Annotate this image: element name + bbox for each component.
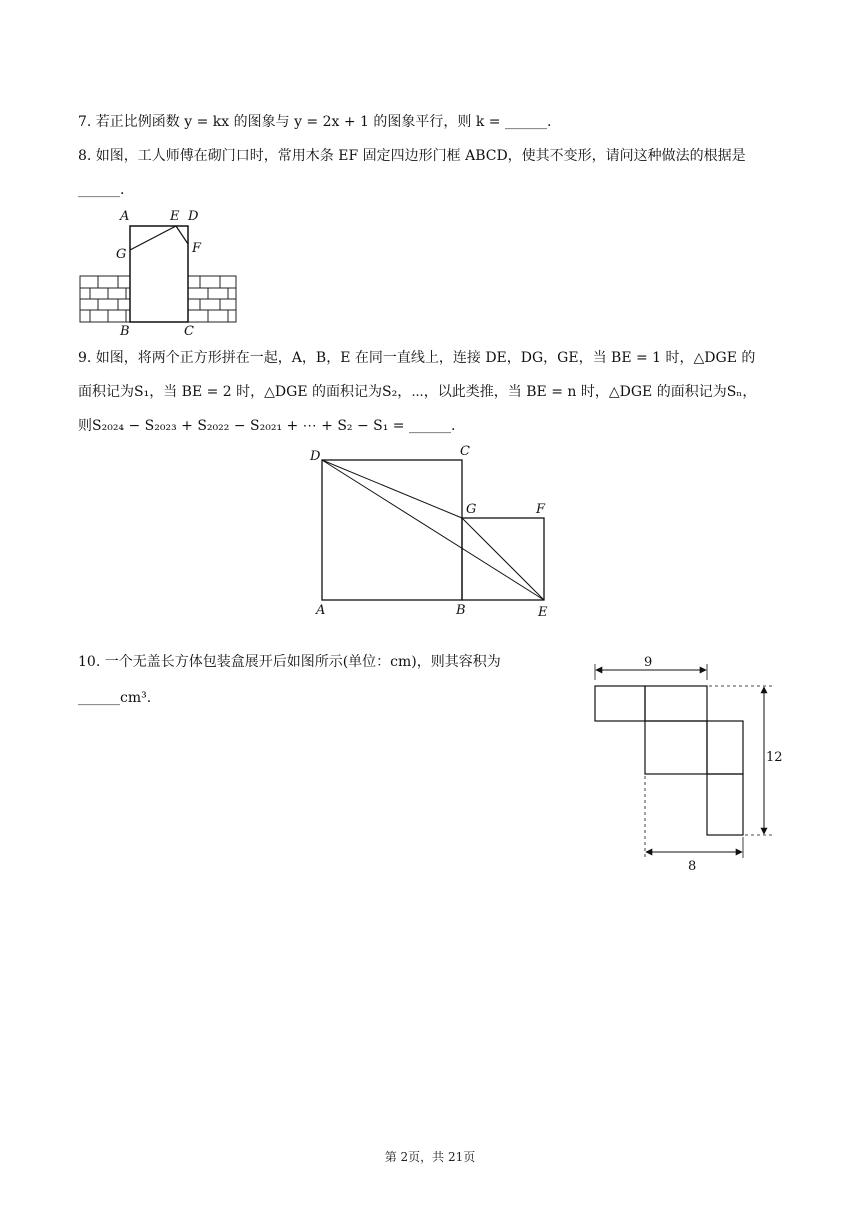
big-square-abcd bbox=[322, 460, 462, 600]
question-7: 7. 若正比例函数 y = kx 的图象与 y = 2x + 1 的图象平行，则 k = ______. bbox=[78, 114, 552, 130]
question-9-line-3: 则S₂₀₂₄ − S₂₀₂₃ + S₂₀₂₂ − S₂₀₂₁ + ⋯ + S₂ − S₁ = ______. bbox=[78, 418, 456, 434]
label-G: G bbox=[466, 502, 477, 517]
segment-dg bbox=[322, 460, 462, 518]
label-D: D bbox=[188, 209, 199, 224]
page-footer: 第 2页，共 21页 bbox=[384, 1150, 476, 1164]
segment-ge bbox=[462, 518, 544, 600]
label-C: C bbox=[460, 444, 470, 459]
brick-wall-right bbox=[188, 276, 236, 322]
question-10-line-1: 10. 一个无盖长方体包装盒展开后如图所示(单位：cm)，则其容积为 bbox=[78, 654, 501, 670]
door-frame-figure bbox=[76, 204, 240, 338]
segment-de bbox=[322, 460, 544, 600]
label-F: F bbox=[536, 502, 546, 517]
label-C: C bbox=[184, 324, 194, 338]
label-A: A bbox=[120, 209, 130, 224]
question-10-line-2: ______cm³. bbox=[78, 690, 152, 706]
question-9-line-1: 9. 如图，将两个正方形拼在一起，A，B，E 在同一直线上，连接 DE，DG，GE，当 BE = 1 时，△DGE 的 bbox=[78, 350, 756, 366]
question-8-line-2: ______. bbox=[78, 182, 125, 198]
label-B: B bbox=[456, 603, 466, 618]
label-F: F bbox=[192, 241, 202, 256]
label-G: G bbox=[116, 247, 127, 262]
label-B: B bbox=[120, 324, 130, 338]
door-frame-abcd bbox=[130, 226, 188, 322]
dimension-right-label: 12 bbox=[766, 750, 783, 765]
question-9-line-2: 面积记为S₁，当 BE = 2 时，△DGE 的面积记为S₂，⋯，以此类推，当 BE = n 时，△DGE 的面积记为Sₙ， bbox=[78, 384, 757, 400]
label-E: E bbox=[170, 209, 180, 224]
dimension-bottom-label: 8 bbox=[688, 859, 697, 874]
label-D: D bbox=[310, 449, 321, 464]
box-net-figure bbox=[588, 650, 788, 876]
two-squares-figure bbox=[306, 442, 562, 620]
brick-wall-left bbox=[80, 276, 134, 322]
net-outline bbox=[595, 686, 743, 835]
label-A: A bbox=[316, 603, 326, 618]
dimension-top-label: 9 bbox=[644, 655, 653, 670]
label-E: E bbox=[538, 605, 548, 620]
question-8-line-1: 8. 如图，工人师傅在砌门口时，常用木条 EF 固定四边形门框 ABCD，使其不变形，请问这种做法的根据是 bbox=[78, 148, 746, 164]
